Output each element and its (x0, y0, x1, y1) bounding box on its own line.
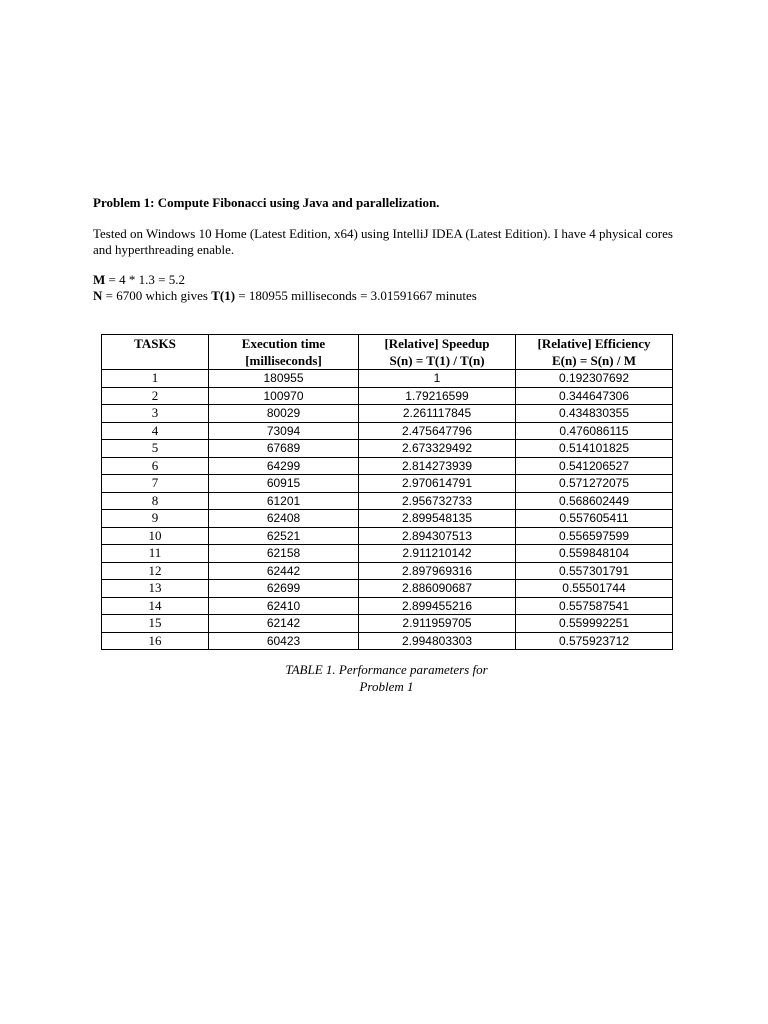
cell-speedup-value: 2.814273939 (401, 458, 473, 473)
t1-label: T(1) (211, 288, 236, 303)
cell-tasks: 16 (102, 632, 209, 650)
cell-efficiency-value: 0.556597599 (558, 528, 630, 543)
cell-efficiency-value: 0.568602449 (558, 493, 630, 508)
cell-speedup (359, 422, 516, 440)
cell-efficiency (516, 545, 673, 563)
cell-speedup-value: 2.886090687 (401, 581, 473, 596)
cell-tasks: 7 (102, 475, 209, 493)
cell-execution-time (209, 527, 359, 545)
cell-speedup-value: 2.894307513 (401, 528, 473, 543)
table-row (102, 370, 673, 388)
cell-speedup (359, 510, 516, 528)
cell-speedup (359, 562, 516, 580)
cell-efficiency (516, 387, 673, 405)
cell-efficiency-value: 0.344647306 (558, 388, 630, 403)
performance-table (101, 334, 673, 650)
cell-execution-time-value: 80029 (266, 406, 301, 421)
cell-execution-time-value: 62442 (266, 563, 301, 578)
cell-efficiency-value: 0.192307692 (558, 371, 630, 386)
cell-efficiency-value: 0.575923712 (558, 633, 630, 648)
cell-execution-time-value: 61201 (266, 493, 301, 508)
n-equation-text-a: = 6700 which gives (102, 288, 212, 303)
cell-efficiency (516, 475, 673, 493)
cell-execution-time (209, 387, 359, 405)
cell-speedup-value: 2.899548135 (401, 511, 473, 526)
cell-execution-time (209, 475, 359, 493)
cell-execution-time-value: 62158 (266, 546, 301, 561)
cell-speedup (359, 545, 516, 563)
cell-tasks: 11 (102, 545, 209, 563)
cell-efficiency (516, 405, 673, 423)
cell-speedup-value: 2.994803303 (401, 633, 473, 648)
cell-tasks: 4 (102, 422, 209, 440)
cell-execution-time-value: 60915 (266, 476, 301, 491)
cell-execution-time-value: 62410 (266, 598, 301, 613)
cell-efficiency-value: 0.476086115 (559, 423, 629, 438)
n-label: N (93, 288, 103, 303)
cell-efficiency (516, 597, 673, 615)
cell-execution-time (209, 370, 359, 388)
cell-tasks: 6 (102, 457, 209, 475)
header-speedup-line2: S(n) = T(1) / T(n) (389, 353, 485, 368)
cell-efficiency (516, 580, 673, 598)
cell-efficiency (516, 440, 673, 458)
table-row (102, 475, 673, 493)
cell-execution-time (209, 440, 359, 458)
cell-efficiency-value: 0.55501744 (562, 581, 626, 596)
cell-tasks: 10 (102, 527, 209, 545)
cell-execution-time-value: 67689 (266, 441, 301, 456)
cell-speedup-value: 1.79216599 (405, 388, 469, 403)
table-row (102, 580, 673, 598)
cell-execution-time (209, 510, 359, 528)
cell-execution-time-value: 62699 (266, 581, 301, 596)
header-execution-time-line1: Execution time (241, 336, 326, 351)
cell-execution-time (209, 492, 359, 510)
header-efficiency (516, 335, 673, 370)
cell-tasks: 12 (102, 562, 209, 580)
cell-execution-time (209, 457, 359, 475)
cell-efficiency-value: 0.514101825 (558, 441, 630, 456)
cell-execution-time-value: 100970 (263, 388, 304, 403)
table-caption-line1: TABLE 1. Performance parameters for (285, 662, 488, 677)
problem-heading: Problem 1: Compute Fibonacci using Java and parallelization. (93, 195, 440, 210)
cell-efficiency-value: 0.557587541 (558, 598, 630, 613)
cell-execution-time (209, 580, 359, 598)
cell-execution-time-value: 62408 (266, 511, 301, 526)
header-tasks (102, 335, 209, 370)
table-row (102, 405, 673, 423)
cell-tasks: 15 (102, 615, 209, 633)
table-row (102, 387, 673, 405)
cell-efficiency-value: 0.559992251 (558, 616, 630, 631)
cell-tasks: 14 (102, 597, 209, 615)
cell-efficiency (516, 615, 673, 633)
cell-tasks: 5 (102, 440, 209, 458)
cell-tasks: 3 (102, 405, 209, 423)
cell-speedup-value: 1 (433, 371, 441, 386)
table-caption-line2: Problem 1 (359, 679, 414, 694)
cell-efficiency-value: 0.434830355 (558, 406, 630, 421)
table-row (102, 440, 673, 458)
cell-speedup-value: 2.673329492 (401, 441, 473, 456)
cell-efficiency (516, 632, 673, 650)
table-row (102, 545, 673, 563)
table-row (102, 597, 673, 615)
cell-tasks: 2 (102, 387, 209, 405)
cell-speedup (359, 370, 516, 388)
cell-efficiency (516, 492, 673, 510)
table-row (102, 457, 673, 475)
cell-tasks: 1 (102, 370, 209, 388)
cell-speedup (359, 475, 516, 493)
cell-speedup-value: 2.897969316 (401, 563, 473, 578)
cell-execution-time (209, 562, 359, 580)
table-row (102, 492, 673, 510)
cell-execution-time-value: 60423 (266, 633, 301, 648)
cell-speedup (359, 492, 516, 510)
cell-speedup (359, 580, 516, 598)
cell-speedup-value: 2.911210142 (402, 546, 472, 561)
cell-speedup (359, 527, 516, 545)
n-equation-line (93, 288, 477, 304)
m-equation-line (93, 272, 185, 288)
cell-execution-time (209, 422, 359, 440)
cell-execution-time-value: 73094 (266, 423, 301, 438)
cell-execution-time (209, 405, 359, 423)
n-equation-text-b: = 180955 milliseconds = 3.01591667 minutes (235, 288, 477, 303)
header-efficiency-line2: E(n) = S(n) / M (552, 353, 636, 368)
cell-efficiency (516, 422, 673, 440)
table-row (102, 615, 673, 633)
header-execution-time (209, 335, 359, 370)
cell-efficiency (516, 457, 673, 475)
cell-execution-time (209, 597, 359, 615)
cell-speedup-value: 2.911959705 (402, 616, 472, 631)
header-efficiency-line1: [Relative] Efficiency (537, 336, 651, 351)
cell-efficiency-value: 0.559848104 (558, 546, 630, 561)
cell-speedup (359, 615, 516, 633)
test-environment-paragraph: Tested on Windows 10 Home (Latest Edition, x64) using IntelliJ IDEA (Latest Edition). I have 4 physical cores and hyperthreading enable. (93, 226, 673, 257)
table-row (102, 422, 673, 440)
cell-speedup (359, 457, 516, 475)
cell-speedup (359, 597, 516, 615)
table-row (102, 632, 673, 650)
cell-efficiency (516, 527, 673, 545)
m-equation-text: = 4 * 1.3 = 5.2 (105, 272, 185, 287)
cell-execution-time-value: 62142 (266, 616, 301, 631)
cell-tasks: 9 (102, 510, 209, 528)
table-header-row (102, 335, 673, 370)
header-execution-time-line2: [milliseconds] (245, 353, 322, 368)
cell-tasks: 13 (102, 580, 209, 598)
header-speedup-line1: [Relative] Speedup (384, 336, 490, 351)
cell-efficiency-value: 0.541206527 (558, 458, 630, 473)
m-label: M (93, 272, 106, 287)
cell-execution-time (209, 615, 359, 633)
cell-speedup-value: 2.899455216 (401, 598, 473, 613)
cell-efficiency-value: 0.557301791 (558, 563, 630, 578)
table-caption (101, 661, 672, 695)
cell-speedup-value: 2.956732733 (401, 493, 473, 508)
header-speedup (359, 335, 516, 370)
cell-efficiency (516, 370, 673, 388)
cell-execution-time-value: 64299 (266, 458, 301, 473)
cell-speedup (359, 405, 516, 423)
cell-execution-time (209, 545, 359, 563)
cell-execution-time-value: 62521 (266, 528, 301, 543)
cell-efficiency-value: 0.557605411 (559, 511, 629, 526)
table-row (102, 527, 673, 545)
cell-execution-time (209, 632, 359, 650)
cell-speedup-value: 2.970614791 (401, 476, 473, 491)
cell-speedup (359, 632, 516, 650)
table-row (102, 562, 673, 580)
table-row (102, 510, 673, 528)
cell-efficiency (516, 510, 673, 528)
cell-speedup-value: 2.475647796 (401, 423, 473, 438)
header-tasks-line1: TASKS (134, 336, 176, 351)
cell-efficiency-value: 0.571272075 (558, 476, 630, 491)
cell-tasks: 8 (102, 492, 209, 510)
cell-speedup (359, 440, 516, 458)
cell-execution-time-value: 180955 (263, 371, 304, 386)
cell-speedup-value: 2.261117845 (402, 406, 472, 421)
cell-efficiency (516, 562, 673, 580)
cell-speedup (359, 387, 516, 405)
